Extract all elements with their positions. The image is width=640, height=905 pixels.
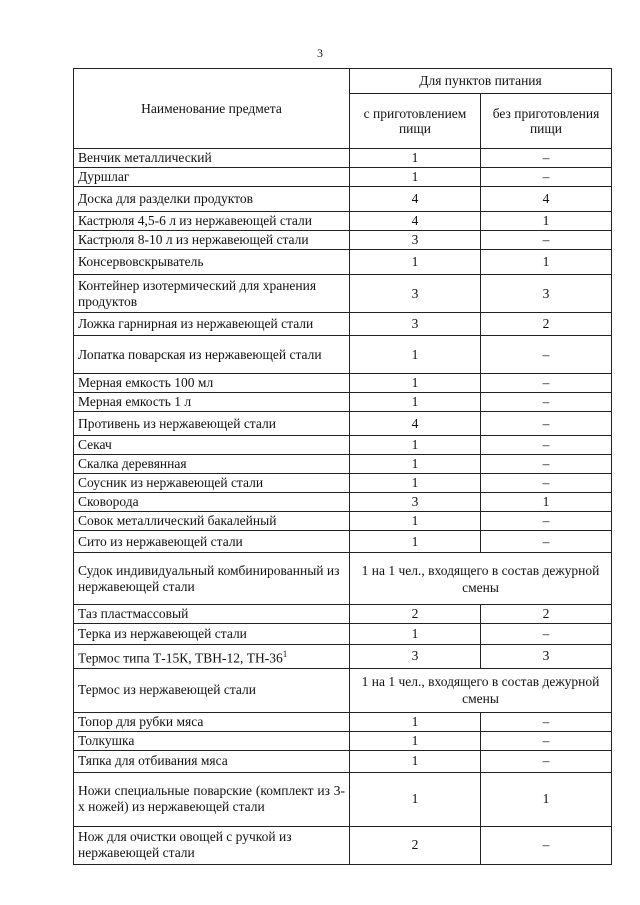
item-name-cell — [74, 187, 350, 212]
quantity-without-cooking: 4 — [481, 187, 612, 212]
table-row — [74, 474, 612, 493]
table-row — [74, 731, 612, 750]
quantity-with-cooking: 2 — [350, 605, 481, 624]
item-name-cell — [74, 731, 350, 750]
quantity-with-cooking: 1 — [350, 455, 481, 474]
equipment-table — [73, 68, 612, 865]
quantity-without-cooking: 1 — [481, 493, 612, 512]
header-catering-points: Для пунктов питания — [350, 69, 612, 94]
item-name: Нож для очистки овощей с ручкой из нержавеющей стали — [78, 829, 292, 860]
item-name-cell — [74, 336, 350, 374]
quantity-without-cooking: – — [481, 412, 612, 436]
quantity-with-cooking: 1 — [350, 149, 481, 168]
table-row — [74, 531, 612, 553]
table-row — [74, 168, 612, 187]
quantity-without-cooking: 1 — [481, 250, 612, 275]
item-name-cell — [74, 624, 350, 645]
quantity-with-cooking: 2 — [350, 826, 481, 864]
item-name-cell — [74, 231, 350, 250]
table-row — [74, 149, 612, 168]
item-name: Доска для разделки продуктов — [78, 191, 253, 206]
table-row — [74, 455, 612, 474]
item-name-cell — [74, 750, 350, 772]
item-name: Термос типа Т-15К, ТВН-12, ТН-36 — [78, 650, 283, 666]
item-name: Совок металлический бакалейный — [78, 513, 277, 528]
table-row — [74, 553, 612, 605]
table-row — [74, 826, 612, 864]
item-name: Консервовскрыватель — [78, 254, 204, 269]
quantity-without-cooking: 3 — [481, 645, 612, 669]
quantity-with-cooking: 4 — [350, 187, 481, 212]
item-name: Скалка деревянная — [78, 456, 187, 471]
quantity-without-cooking: – — [481, 750, 612, 772]
quantity-with-cooking: 3 — [350, 275, 481, 313]
quantity-with-cooking: 1 — [350, 474, 481, 493]
item-name: Тяпка для отбивания мяса — [78, 753, 228, 768]
item-name-cell — [74, 412, 350, 436]
table-row — [74, 750, 612, 772]
table-body — [74, 149, 612, 865]
item-name: Толкушка — [78, 732, 135, 748]
table-row — [74, 605, 612, 624]
quantity-without-cooking: 2 — [481, 605, 612, 624]
table-row — [74, 668, 612, 712]
table-row — [74, 231, 612, 250]
item-name: Контейнер изотермический для хранения продуктов — [78, 277, 317, 309]
table-row — [74, 512, 612, 531]
item-name-cell — [74, 313, 350, 336]
quantity-without-cooking: 2 — [481, 313, 612, 336]
item-name-cell — [74, 531, 350, 553]
item-name-cell — [74, 168, 350, 187]
table-row — [74, 493, 612, 512]
table-row — [74, 275, 612, 313]
item-name-cell — [74, 772, 350, 826]
table-row — [74, 374, 612, 393]
quantity-with-cooking: 1 — [350, 168, 481, 187]
item-name: Таз пластмассовый — [78, 606, 189, 621]
item-name: Ложка гарнирная из нержавеющей стали — [78, 316, 314, 331]
item-name: Венчик металлический — [78, 150, 212, 165]
item-name: Кастрюля 8-10 л из нержавеющей стали — [78, 232, 309, 247]
quantity-with-cooking: 3 — [350, 645, 481, 669]
table-row — [74, 645, 612, 669]
item-name-cell — [74, 455, 350, 474]
header-item-name: Наименование предмета — [74, 69, 350, 149]
item-name-cell — [74, 212, 350, 231]
header-without-cooking: без приготовления пищи — [481, 94, 612, 149]
quantity-without-cooking: – — [481, 168, 612, 187]
quantity-merged-cell: 1 на 1 чел., входящего в состав дежурной смены — [350, 553, 612, 605]
quantity-without-cooking: – — [481, 393, 612, 412]
item-name: Секач — [78, 437, 112, 452]
quantity-without-cooking: 1 — [481, 772, 612, 826]
table-row — [74, 412, 612, 436]
item-name: Ножи специальные поварские (комплект из 3-х ножей) из нержавеющей стали — [78, 783, 345, 814]
item-name-cell — [74, 553, 350, 605]
quantity-with-cooking: 1 — [350, 712, 481, 731]
item-name: Лопатка поварская из нержавеющей стали — [78, 346, 322, 362]
table-row — [74, 313, 612, 336]
quantity-with-cooking: 1 — [350, 731, 481, 750]
quantity-with-cooking: 4 — [350, 412, 481, 436]
item-name-cell — [74, 645, 350, 669]
item-name-cell — [74, 668, 350, 712]
quantity-without-cooking: – — [481, 712, 612, 731]
item-name: Топор для рубки мяса — [78, 713, 204, 729]
item-name-cell — [74, 275, 350, 313]
item-name-cell — [74, 374, 350, 393]
quantity-with-cooking: 1 — [350, 512, 481, 531]
quantity-without-cooking: – — [481, 231, 612, 250]
item-name: Соусник из нержавеющей стали — [78, 475, 264, 490]
item-name-cell — [74, 512, 350, 531]
item-name-cell — [74, 826, 350, 864]
item-name: Кастрюля 4,5-6 л из нержавеющей стали — [78, 213, 313, 228]
quantity-with-cooking: 1 — [350, 772, 481, 826]
quantity-without-cooking: – — [481, 336, 612, 374]
item-name: Противень из нержавеющей стали — [78, 415, 276, 431]
quantity-with-cooking: 1 — [350, 750, 481, 772]
quantity-without-cooking: – — [481, 624, 612, 645]
quantity-with-cooking: 3 — [350, 313, 481, 336]
item-name-cell — [74, 493, 350, 512]
quantity-without-cooking: – — [481, 455, 612, 474]
page-number: 3 — [317, 46, 323, 60]
header-with-cooking: с приготовлением пищи — [350, 94, 481, 149]
item-name: Судок индивидуальный комбинированный из нержавеющей стали — [78, 562, 340, 594]
item-name: Мерная емкость 1 л — [78, 394, 192, 409]
table-row — [74, 336, 612, 374]
item-name: Термос из нержавеющей стали — [78, 682, 256, 697]
footnote-mark: 1 — [282, 649, 288, 659]
quantity-with-cooking: 1 — [350, 436, 481, 455]
quantity-without-cooking: – — [481, 474, 612, 493]
quantity-with-cooking: 1 — [350, 336, 481, 374]
quantity-with-cooking: 3 — [350, 231, 481, 250]
item-name: Терка из нержавеющей стали — [78, 626, 247, 641]
item-name-cell — [74, 605, 350, 624]
quantity-with-cooking: 1 — [350, 393, 481, 412]
quantity-without-cooking: – — [481, 826, 612, 864]
table-row — [74, 187, 612, 212]
quantity-without-cooking: – — [481, 731, 612, 750]
table-row — [74, 212, 612, 231]
table-header — [74, 69, 612, 149]
item-name-cell — [74, 474, 350, 493]
quantity-with-cooking: 1 — [350, 531, 481, 553]
table-row — [74, 712, 612, 731]
quantity-without-cooking: – — [481, 512, 612, 531]
quantity-without-cooking: 3 — [481, 275, 612, 313]
item-name-cell — [74, 712, 350, 731]
quantity-with-cooking: 1 — [350, 250, 481, 275]
quantity-without-cooking: 1 — [481, 212, 612, 231]
item-name-cell — [74, 436, 350, 455]
table-row — [74, 393, 612, 412]
quantity-without-cooking: – — [481, 374, 612, 393]
quantity-with-cooking: 3 — [350, 493, 481, 512]
item-name: Мерная емкость 100 мл — [78, 375, 214, 390]
item-name-cell — [74, 250, 350, 275]
item-name: Дуршлаг — [78, 169, 130, 184]
quantity-without-cooking: – — [481, 531, 612, 553]
table-row — [74, 436, 612, 455]
table-row — [74, 772, 612, 826]
quantity-with-cooking: 1 — [350, 374, 481, 393]
table-row — [74, 250, 612, 275]
quantity-with-cooking: 4 — [350, 212, 481, 231]
table-row — [74, 624, 612, 645]
quantity-without-cooking: – — [481, 149, 612, 168]
item-name: Сковорода — [78, 494, 139, 509]
quantity-with-cooking: 1 — [350, 624, 481, 645]
quantity-without-cooking: – — [481, 436, 612, 455]
item-name: Сито из нержавеющей стали — [78, 533, 243, 549]
item-name-cell — [74, 393, 350, 412]
item-name-cell — [74, 149, 350, 168]
quantity-merged-cell: 1 на 1 чел., входящего в состав дежурной смены — [350, 668, 612, 712]
